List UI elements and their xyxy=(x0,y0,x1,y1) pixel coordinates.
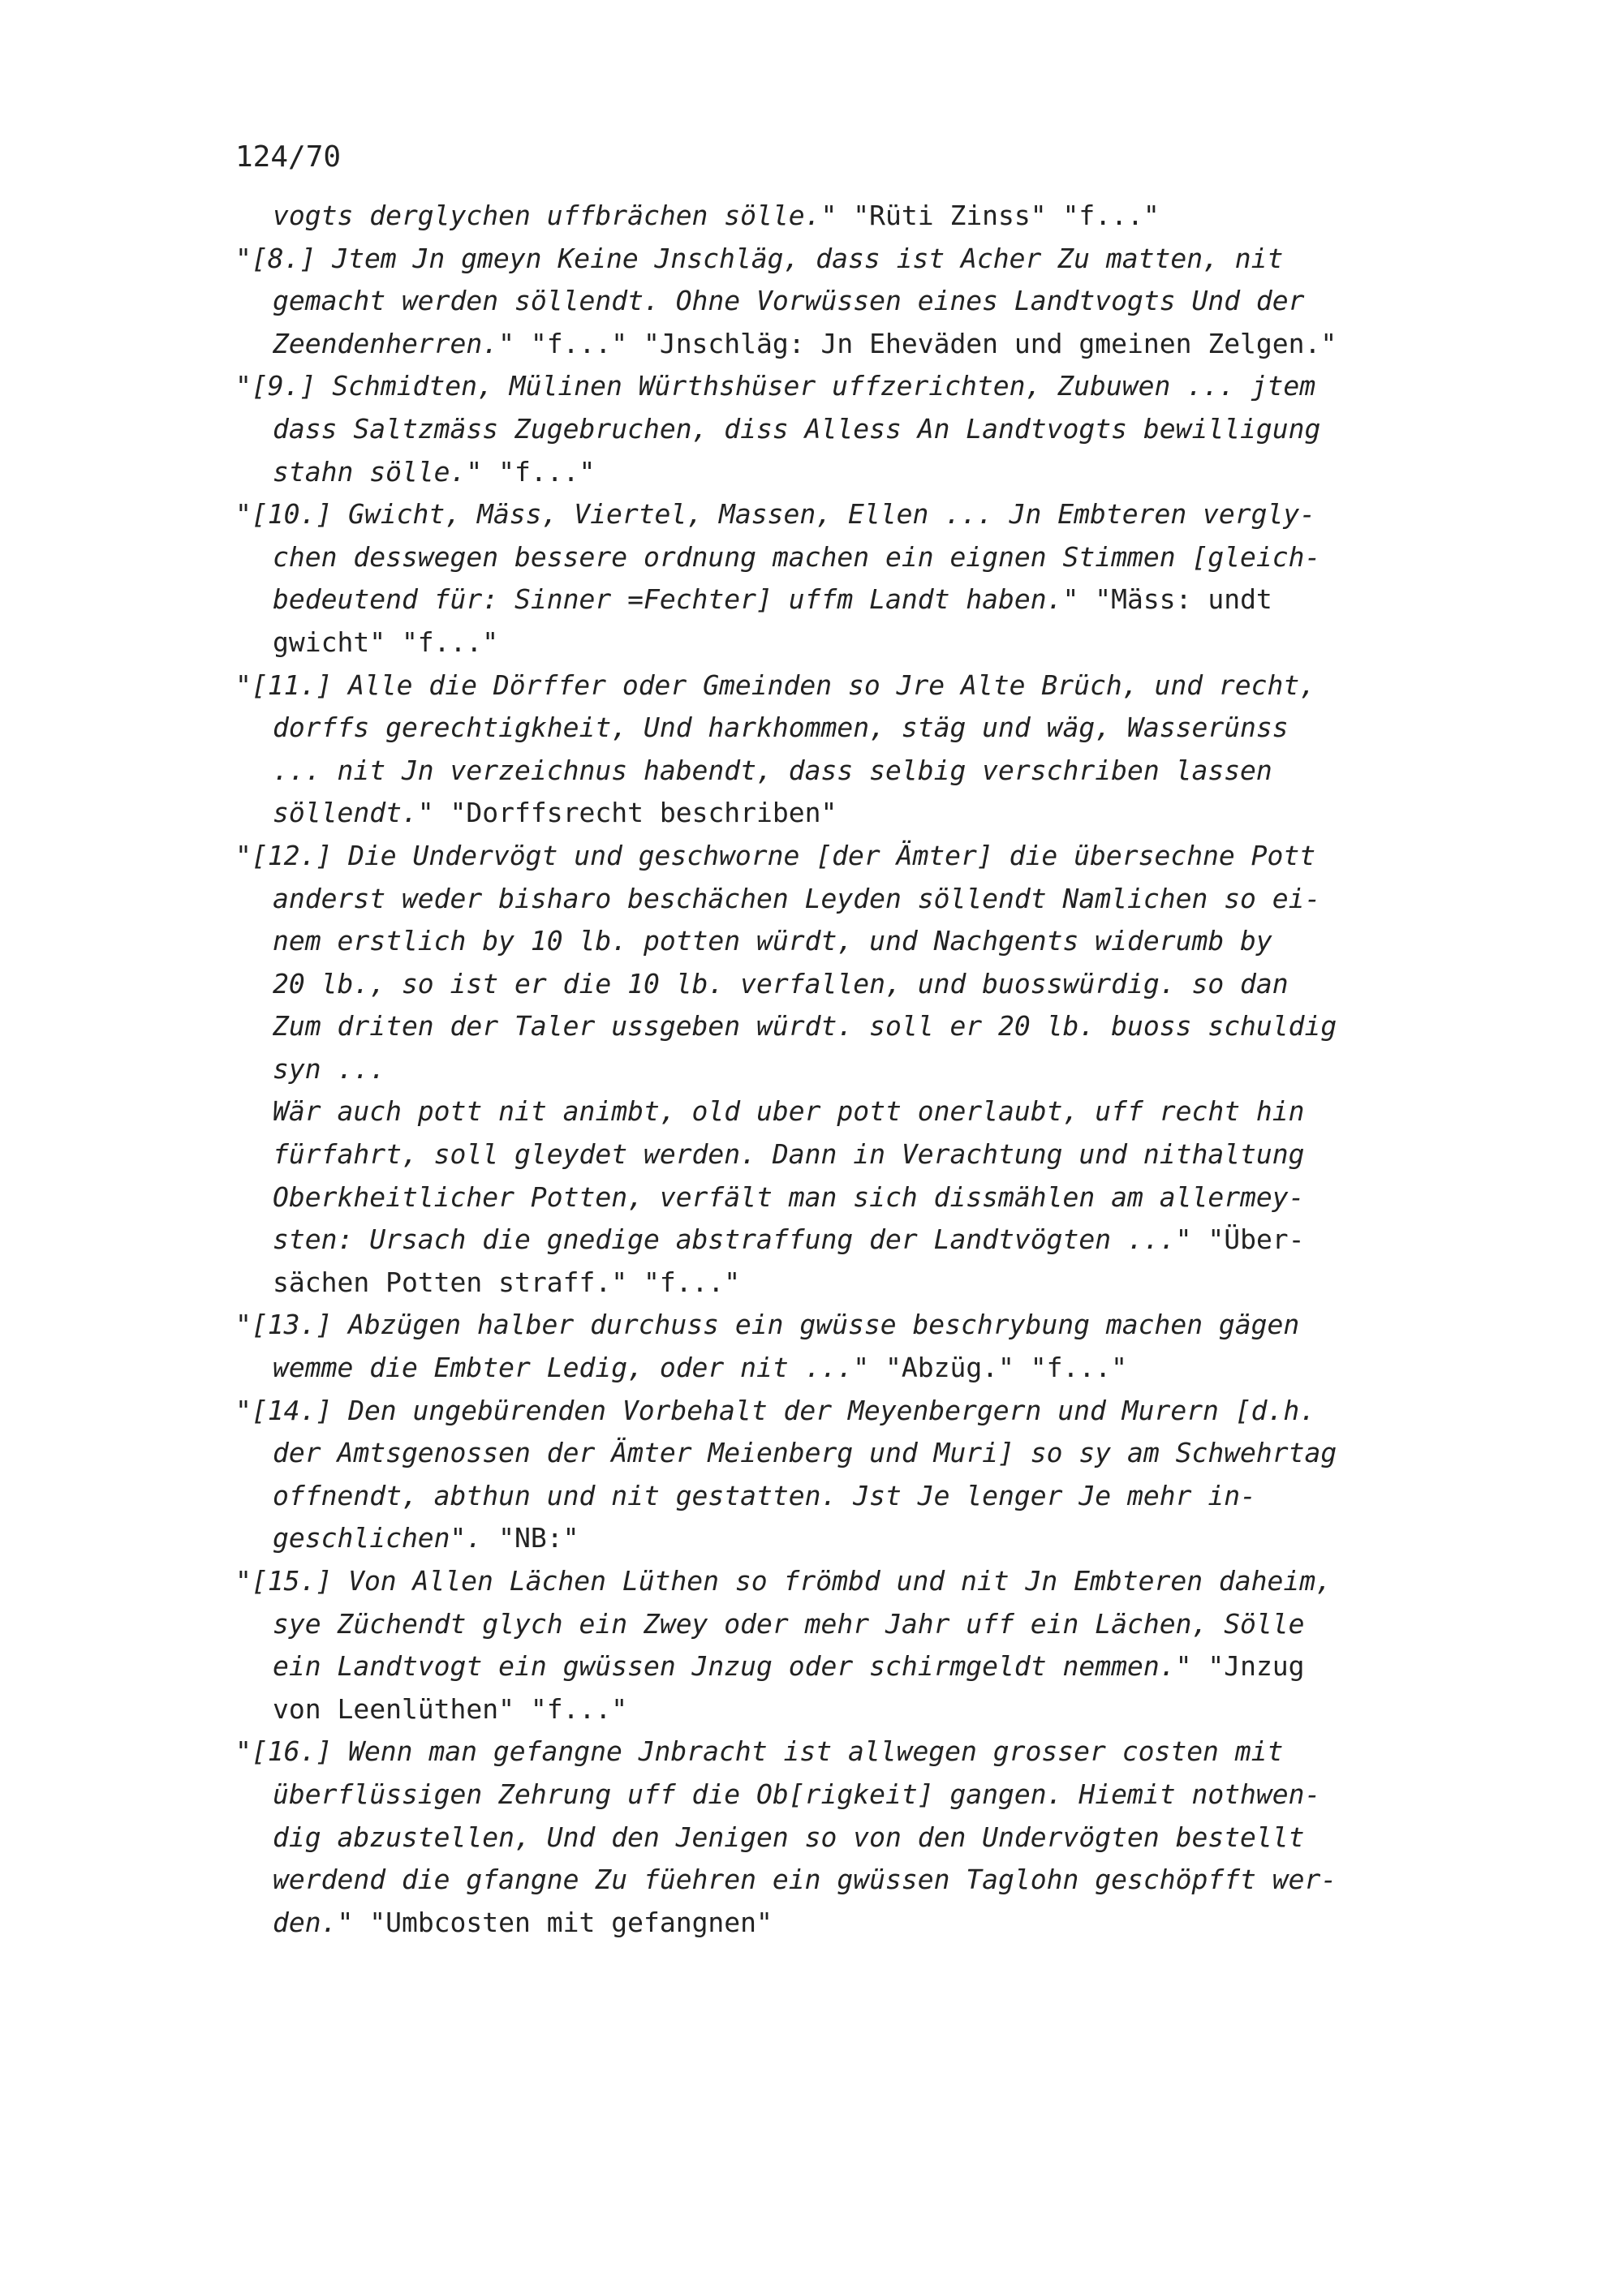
document-body xyxy=(235,195,1501,1944)
quoted-text-segment: 20 lb., so ist er die 10 lb. verfallen, und buosswürdig. so dan xyxy=(273,967,1289,1000)
text-line xyxy=(235,1859,1501,1902)
quoted-text-segment: Zeendenherren." xyxy=(273,327,515,359)
text-line xyxy=(235,1817,1501,1860)
text-line xyxy=(235,1688,1501,1731)
text-line xyxy=(235,750,1501,793)
annotation-segment: sächen Potten straff." "f..." xyxy=(273,1266,741,1298)
text-line xyxy=(235,792,1501,835)
text-line xyxy=(235,664,1501,707)
text-line xyxy=(235,1219,1501,1262)
quoted-text-segment: dig abzustellen, Und den Jenigen so von den Undervögten bestellt xyxy=(273,1821,1305,1853)
text-line xyxy=(235,1048,1501,1091)
quoted-text-segment: wemme die Embter Ledig, oder nit ..." xyxy=(273,1352,870,1384)
quoted-text-segment: den." xyxy=(273,1906,354,1938)
text-line xyxy=(235,365,1501,408)
text-line xyxy=(235,1560,1501,1603)
quoted-text-segment: vogts derglychen uffbrächen sölle." xyxy=(273,200,837,231)
quoted-text-segment: "[16.] Wenn man gefangne Jnbracht ist allwegen grosser costen mit xyxy=(235,1735,1284,1768)
annotation-segment: gwicht" "f..." xyxy=(273,626,499,658)
quoted-text-segment: geschlichen". xyxy=(273,1522,483,1554)
annotation-segment: "Abzüg." "f..." xyxy=(869,1352,1127,1384)
quoted-text-segment: "[9.] Schmidten, Mülinen Würthshüser uffzerichten, Zubuwen ... jtem xyxy=(235,370,1316,402)
annotation-segment: "Jnzug xyxy=(1191,1650,1305,1683)
quoted-text-segment: Oberkheitlicher Potten, verfält man sich dissmählen am allermey- xyxy=(273,1180,1305,1213)
text-line xyxy=(235,1517,1501,1560)
text-line xyxy=(235,451,1501,494)
text-line xyxy=(235,1005,1501,1048)
quoted-text-segment: dorffs gerechtigkheit, Und harkhommen, stäg und wäg, Wasserünss xyxy=(273,712,1289,744)
annotation-segment: "NB:" xyxy=(482,1522,579,1554)
quoted-text-segment: nem erstlich by 10 lb. potten würdt, und Nachgents widerumb by xyxy=(273,925,1272,957)
annotation-segment: von Leenlüthen" "f..." xyxy=(273,1692,628,1725)
quoted-text-segment: offnendt, abthun und nit gestatten. Jst Je lenger Je mehr in- xyxy=(273,1479,1256,1511)
text-line xyxy=(235,1432,1501,1475)
page-number: 124/70 xyxy=(235,140,342,174)
text-line xyxy=(235,578,1501,621)
text-line xyxy=(235,1262,1501,1305)
quoted-text-segment: "[14.] Den ungebürenden Vorbehalt der Meyenbergern und Murern [d.h. xyxy=(235,1394,1316,1426)
text-line xyxy=(235,707,1501,750)
text-line xyxy=(235,1090,1501,1133)
quoted-text-segment: werdend die gfangne Zu füehren ein gwüssen Taglohn geschöpfft wer- xyxy=(273,1864,1337,1896)
text-line xyxy=(235,280,1501,323)
quoted-text-segment: "[11.] Alle die Dörffer oder Gmeinden so Jre Alte Brüch, und recht, xyxy=(235,669,1316,701)
quoted-text-segment: "[8.] Jtem Jn gmeyn Keine Jnschläg, dass ist Acher Zu matten, nit xyxy=(235,242,1284,274)
text-line xyxy=(235,493,1501,536)
annotation-segment: "f..." xyxy=(482,455,596,488)
quoted-text-segment: ... nit Jn verzeichnus habendt, dass selbig verschriben lassen xyxy=(273,754,1272,786)
text-line xyxy=(235,963,1501,1006)
quoted-text-segment: sye Züchendt glych ein Zwey oder mehr Jahr uff ein Lächen, Sölle xyxy=(273,1607,1305,1640)
text-line xyxy=(235,536,1501,579)
text-line xyxy=(235,920,1501,963)
text-line xyxy=(235,323,1501,366)
text-line xyxy=(235,1475,1501,1518)
quoted-text-segment: sten: Ursach die gnedige abstraffung der Landtvögten ..." xyxy=(273,1223,1192,1256)
quoted-text-segment: "[15.] Von Allen Lächen Lüthen so frömbd und nit Jn Embteren daheim, xyxy=(235,1565,1332,1597)
quoted-text-segment: "[12.] Die Undervögt und geschworne [der Ämter] die übersechne Pott xyxy=(235,839,1316,871)
text-line xyxy=(235,1390,1501,1433)
annotation-segment: "Umbcosten mit gefangnen" xyxy=(353,1906,773,1938)
text-line xyxy=(235,1902,1501,1945)
text-line xyxy=(235,1603,1501,1646)
text-line xyxy=(235,621,1501,664)
quoted-text-segment: dass Saltzmäss Zugebruchen, diss Alless An Landtvogts bewilligung xyxy=(273,412,1321,445)
text-line xyxy=(235,1731,1501,1774)
annotation-segment: "Mäss: undt xyxy=(1078,583,1272,616)
text-line xyxy=(235,195,1501,238)
quoted-text-segment: syn ... xyxy=(273,1052,386,1085)
quoted-text-segment: der Amtsgenossen der Ämter Meienberg und Muri] so sy am Schwehrtag xyxy=(273,1437,1337,1469)
annotation-segment: "f..." "Jnschläg: Jn Eheväden und gmeinen Zelgen." xyxy=(514,327,1337,359)
quoted-text-segment: "[10.] Gwicht, Mäss, Viertel, Massen, Ellen ... Jn Embteren vergly- xyxy=(235,498,1316,531)
quoted-text-segment: söllendt." xyxy=(273,797,434,829)
quoted-text-segment: Wär auch pott nit animbt, old uber pott onerlaubt, uff recht hin xyxy=(273,1095,1305,1128)
quoted-text-segment: chen desswegen bessere ordnung machen ein eignen Stimmen [gleich- xyxy=(273,540,1321,573)
quoted-text-segment: stahn sölle." xyxy=(273,455,483,488)
annotation-segment: "Über- xyxy=(1191,1223,1305,1256)
quoted-text-segment: bedeutend für: Sinner =Fechter] uffm Landt haben." xyxy=(273,583,1079,616)
quoted-text-segment: gemacht werden söllendt. Ohne Vorwüssen eines Landtvogts Und der xyxy=(273,285,1305,317)
text-line xyxy=(235,408,1501,451)
text-line xyxy=(235,878,1501,921)
quoted-text-segment: ein Landtvogt ein gwüssen Jnzug oder schirmgeldt nemmen." xyxy=(273,1650,1192,1683)
text-line xyxy=(235,1774,1501,1817)
quoted-text-segment: überflüssigen Zehrung uff die Ob[rigkeit] gangen. Hiemit nothwen- xyxy=(273,1778,1321,1810)
text-line xyxy=(235,1347,1501,1390)
quoted-text-segment: anderst weder bisharo beschächen Leyden söllendt Namlichen so ei- xyxy=(273,882,1321,914)
text-line xyxy=(235,1176,1501,1219)
text-line xyxy=(235,1304,1501,1347)
quoted-text-segment: fürfahrt, soll gleydet werden. Dann in Verachtung und nithaltung xyxy=(273,1138,1305,1171)
quoted-text-segment: Zum driten der Taler ussgeben würdt. soll er 20 lb. buoss schuldig xyxy=(273,1010,1337,1043)
text-line xyxy=(235,1645,1501,1688)
text-line xyxy=(235,238,1501,281)
text-line xyxy=(235,835,1501,878)
quoted-text-segment: "[13.] Abzügen halber durchuss ein gwüsse beschrybung machen gägen xyxy=(235,1309,1300,1341)
annotation-segment: "Rüti Zinss" "f..." xyxy=(837,200,1160,231)
text-line xyxy=(235,1133,1501,1176)
annotation-segment: "Dorffsrecht beschriben" xyxy=(433,797,837,829)
